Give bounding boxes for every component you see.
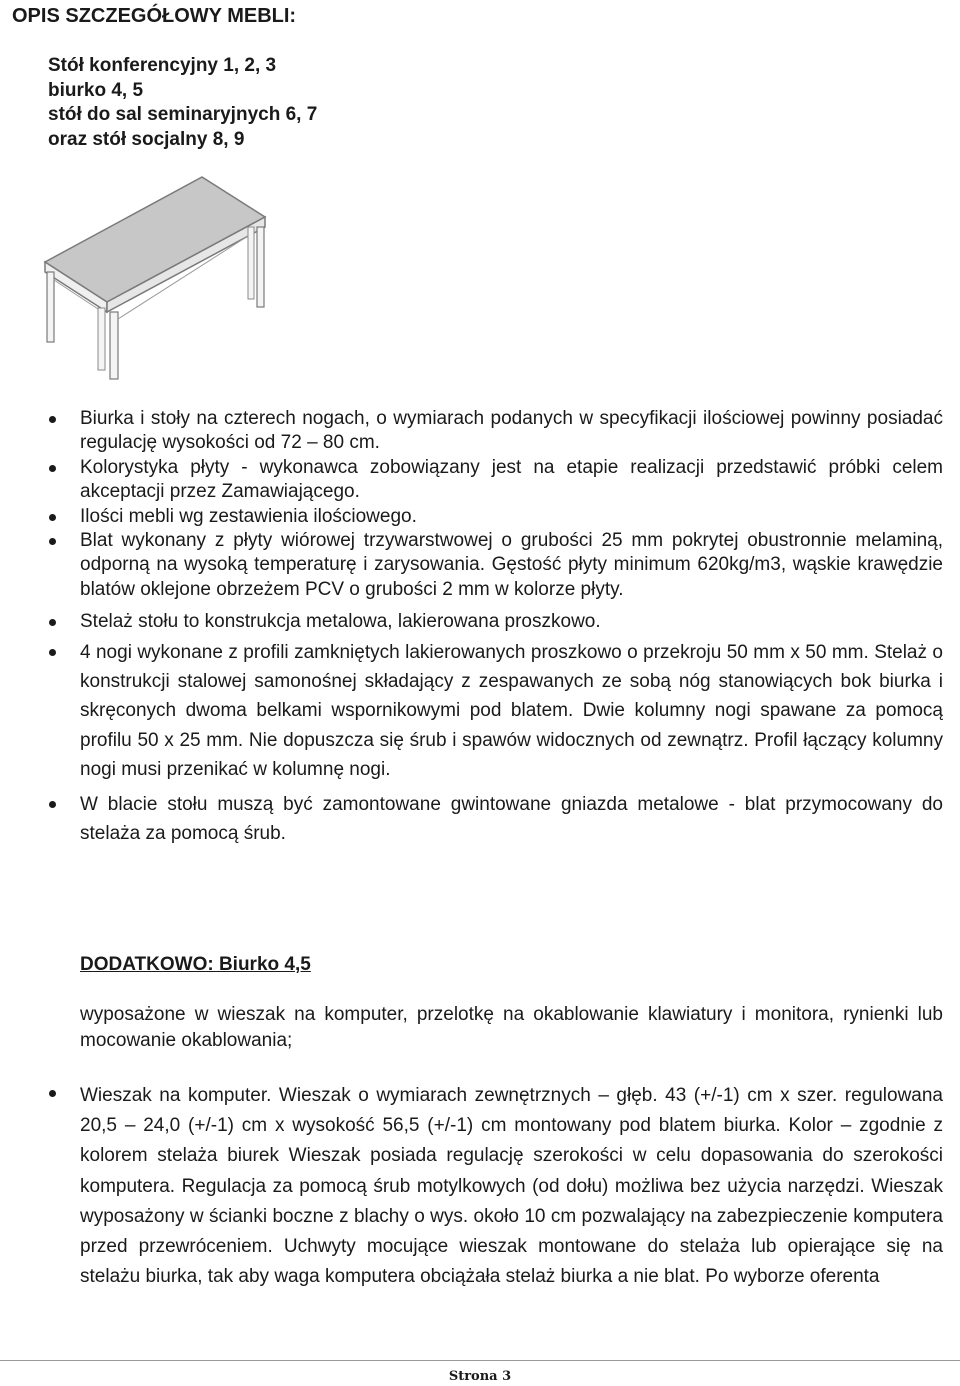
specification-list <box>80 407 943 848</box>
furniture-title <box>48 54 317 152</box>
list-item: Wieszak na komputer. Wieszak o wymiarach zewnętrznych – głęb. 43 (+/-1) cm x szer. regulowana 20,5 – 24,0 (+/-1) cm x wysokość 56,5 (+/-1) cm montowany pod blatem biurka. Kolor – zgodnie z kolorem stelaża biurek Wieszak posiada regulację szerokości w celu dopasowania do szerokości komputera. Regulacja za pomocą śrub motylkowych (od dołu) możliwa bez użycia narzędzi. Wieszak wyposażony w ścianki boczne z blachy o wys. około 10 cm pozwalający na zabezpieczenie komputera przed przewróceniem. Uchwyty mocujące wieszak montowane do stelaża lub opierające się na stelażu biurka, tak aby waga komputera obciążała stelaż biurka a nie blat. Po wyborze oferenta <box>80 1081 943 1292</box>
title-line: biurko 4, 5 <box>48 79 144 101</box>
title-line: oraz stół socjalny 8, 9 <box>48 128 245 150</box>
addon-list <box>80 1081 943 1292</box>
list-item: W blacie stołu muszą być zamontowane gwintowane gniazda metalowe - blat przymocowany do stelaża za pomocą śrub. <box>80 790 943 848</box>
list-item: Blat wykonany z płyty wiórowej trzywarstwowej o grubości 25 mm pokrytej obustronnie melaminą, odporną na wysoką temperaturę i zarysowania. Gęstość płyty minimum 620kg/m3, wąskie krawędzie blatów oklejone obrzeżem PCV o grubości 2 mm w kolorze płyty. <box>80 529 943 602</box>
footer-divider <box>0 1360 960 1361</box>
page-heading: OPIS SZCZEGÓŁOWY MEBLI: <box>12 5 297 27</box>
list-item: Stelaż stołu to konstrukcja metalowa, lakierowana proszkowo. <box>80 610 943 634</box>
list-item: Biurka i stoły na czterech nogach, o wymiarach podanych w specyfikacji ilościowej powinny posiadać regulację wysokości od 72 – 80 cm. <box>80 407 943 456</box>
list-item: 4 nogi wykonane z profili zamkniętych lakierowanych proszkowo o przekroju 50 mm x 50 mm. Stelaż o konstrukcji stalowej samonośnej składający z zespawanych ze sobą nóg stanowiących bok biurka i skręconych dwoma belkami wspornikowymi pod blatem. Dwie kolumny nogi spawane za pomocą profilu 50 x 25 mm. Nie dopuszcza się śrub i spawów widocznych od zewnątrz. Profil łączący kolumny nogi musi przenikać w kolumnę nogi. <box>80 638 943 784</box>
list-item: Kolorystyka płyty - wykonawca zobowiązany jest na etapie realizacji przedstawić próbki celem akceptacji przez Zamawiającego. <box>80 456 943 505</box>
specification-section <box>80 407 943 848</box>
list-item: Ilości mebli wg zestawienia ilościowego. <box>80 505 943 529</box>
title-line: stół do sal seminaryjnych 6, 7 <box>48 104 318 125</box>
title-line: Stół konferencyjny 1, 2, 3 <box>48 55 277 76</box>
page-number: Strona 3 <box>448 1369 512 1384</box>
addon-intro: wyposażone w wieszak na komputer, przelotkę na okablowanie klawiatury i monitora, rynienki lub mocowanie okablowania; <box>80 1004 943 1051</box>
addon-heading: DODATKOWO: Biurko 4,5 <box>80 954 311 975</box>
addon-section <box>80 1081 943 1292</box>
table-illustration <box>40 172 275 387</box>
